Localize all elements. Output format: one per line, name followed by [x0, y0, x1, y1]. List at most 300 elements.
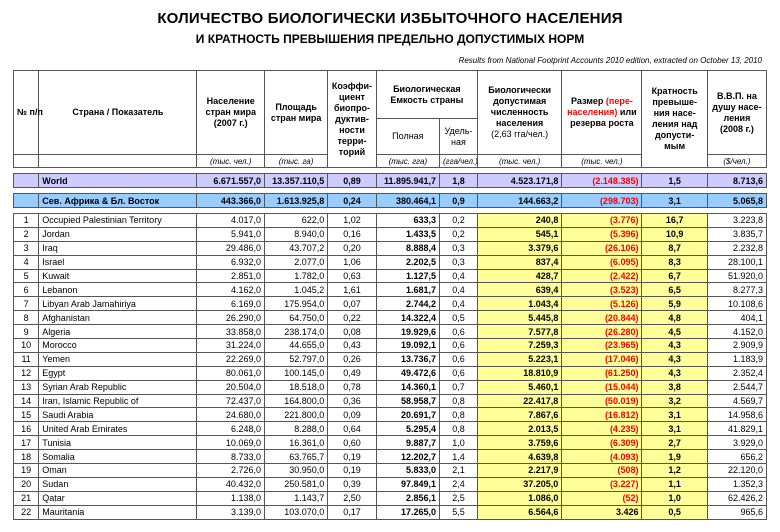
row-size: (5.396): [562, 227, 642, 241]
row-capacity: 9.887,7: [376, 436, 439, 450]
col-header-capacity: Биологическая Емкость страны: [376, 71, 477, 119]
row-allowed: 18.810,9: [477, 366, 561, 380]
row-specific: 0,4: [440, 297, 478, 311]
row-coef: 0,64: [328, 422, 377, 436]
row-num: 7: [14, 297, 39, 311]
row-allowed: 7.577,8: [477, 325, 561, 339]
row-country: Lebanon: [39, 283, 197, 297]
row-country: Mauritania: [39, 505, 197, 519]
row-population: 5.941,0: [197, 227, 264, 241]
row-specific: 0,6: [440, 339, 478, 353]
col-header-allowed: [477, 71, 561, 155]
row-capacity: 1.681,7: [376, 283, 439, 297]
row-size: 3.426: [562, 505, 642, 519]
row-capacity: 14.322,4: [376, 311, 439, 325]
row-num: 4: [14, 255, 39, 269]
table-row: [14, 408, 767, 422]
world-area: 13.357.110,5: [264, 174, 327, 188]
units-num: [14, 155, 39, 168]
table-row: [14, 269, 767, 283]
row-country: Tunisia: [39, 436, 197, 450]
row-coef: 0,08: [328, 325, 377, 339]
row-coef: 0,39: [328, 477, 377, 491]
row-country: Occupied Palestinian Territory: [39, 214, 197, 228]
row-area: 30.950,0: [264, 464, 327, 478]
row-area: 622,0: [264, 214, 327, 228]
row-num: 10: [14, 339, 39, 353]
row-capacity: 49.472,6: [376, 366, 439, 380]
row-capacity: 2.856,1: [376, 491, 439, 505]
row-gdp: 2.909,9: [707, 339, 766, 353]
units-population: (тыс. чел.): [197, 155, 264, 168]
row-allowed: 2.013,5: [477, 422, 561, 436]
row-size: (61.250): [562, 366, 642, 380]
row-coef: 0,17: [328, 505, 377, 519]
units-capacity-specific: (гга/чел.): [440, 155, 478, 168]
row-size: (3.227): [562, 477, 642, 491]
row-gdp: 2.232,8: [707, 241, 766, 255]
row-country: Iran, Islamic Republic of: [39, 394, 197, 408]
col-header-country: Страна / Показатель: [39, 71, 197, 155]
row-num: 11: [14, 352, 39, 366]
row-num: 5: [14, 269, 39, 283]
row-coef: 0,26: [328, 352, 377, 366]
row-allowed: 837,4: [477, 255, 561, 269]
row-country: Afghanistan: [39, 311, 197, 325]
row-area: 8.288,0: [264, 422, 327, 436]
table-row: [14, 422, 767, 436]
row-multiplicity: 1,9: [642, 450, 707, 464]
row-area: 164.800,0: [264, 394, 327, 408]
row-capacity: 2.202,5: [376, 255, 439, 269]
row-num: 1: [14, 214, 39, 228]
row-population: 8.733,0: [197, 450, 264, 464]
table-row: [14, 297, 767, 311]
row-area: 1.782,0: [264, 269, 327, 283]
row-num: 17: [14, 436, 39, 450]
source-note: Results from National Footprint Accounts 2010 edition, extracted on October 13, 2010: [458, 56, 762, 65]
row-country: Saudi Arabia: [39, 408, 197, 422]
row-gdp: 10.108,6: [707, 297, 766, 311]
region-row: [14, 194, 767, 208]
world-size: (2.148.385): [562, 174, 642, 188]
row-gdp: 2.544,7: [707, 380, 766, 394]
row-size: (50.019): [562, 394, 642, 408]
page-title: КОЛИЧЕСТВО БИОЛОГИЧЕСКИ ИЗБЫТОЧНОГО НАСЕЛЕНИЯ: [157, 10, 623, 27]
world-coef: 0,89: [328, 174, 377, 188]
row-gdp: 22.120,0: [707, 464, 766, 478]
col-header-coef: Коэффи-циент биопро-дуктив-ности терри-торий: [328, 71, 377, 168]
row-multiplicity: 3,1: [642, 408, 707, 422]
table-row: [14, 255, 767, 269]
row-multiplicity: 1,1: [642, 477, 707, 491]
row-area: 250.581,0: [264, 477, 327, 491]
row-coef: 0,63: [328, 269, 377, 283]
row-multiplicity: 4,3: [642, 339, 707, 353]
region-name: Сев. Африка & Бл. Восток: [39, 194, 197, 208]
row-coef: 1,02: [328, 214, 377, 228]
row-multiplicity: 3,8: [642, 380, 707, 394]
row-coef: 0,16: [328, 227, 377, 241]
row-allowed: 2.217,9: [477, 464, 561, 478]
units-capacity-full: (тыс. гга): [376, 155, 439, 168]
world-capacity: 11.895.941,7: [376, 174, 439, 188]
row-country: Iraq: [39, 241, 197, 255]
table-row: [14, 436, 767, 450]
row-gdp: 14.958,6: [707, 408, 766, 422]
table-row: [14, 352, 767, 366]
row-country: United Arab Emirates: [39, 422, 197, 436]
units-area: (тыс. га): [264, 155, 327, 168]
row-num: 22: [14, 505, 39, 519]
row-capacity: 17.265,0: [376, 505, 439, 519]
row-num: 21: [14, 491, 39, 505]
row-capacity: 5.295,4: [376, 422, 439, 436]
row-coef: 2,50: [328, 491, 377, 505]
row-allowed: 240,8: [477, 214, 561, 228]
table-row: [14, 311, 767, 325]
row-coef: 0,20: [328, 241, 377, 255]
row-allowed: 7.867,6: [477, 408, 561, 422]
table-row: [14, 450, 767, 464]
row-gdp: 3.929,0: [707, 436, 766, 450]
row-allowed: 1.043,4: [477, 297, 561, 311]
row-area: 64.750,0: [264, 311, 327, 325]
row-multiplicity: 4,3: [642, 366, 707, 380]
row-specific: 0,3: [440, 255, 478, 269]
row-gdp: 3.835,7: [707, 227, 766, 241]
row-capacity: 5.833,0: [376, 464, 439, 478]
row-population: 10.069,0: [197, 436, 264, 450]
table-row: [14, 394, 767, 408]
row-capacity: 633,3: [376, 214, 439, 228]
row-allowed: 22.417,8: [477, 394, 561, 408]
row-country: Israel: [39, 255, 197, 269]
row-multiplicity: 2,7: [642, 436, 707, 450]
row-population: 2.851,0: [197, 269, 264, 283]
table-row: [14, 464, 767, 478]
col-header-size-part1: Размер: [570, 96, 604, 106]
row-multiplicity: 8,3: [642, 255, 707, 269]
row-coef: 0,60: [328, 436, 377, 450]
row-specific: 0,6: [440, 325, 478, 339]
row-population: 40.432,0: [197, 477, 264, 491]
row-size: (508): [562, 464, 642, 478]
row-population: 72.437,0: [197, 394, 264, 408]
row-gdp: 404,1: [707, 311, 766, 325]
row-size: (15.044): [562, 380, 642, 394]
row-area: 2.077,0: [264, 255, 327, 269]
row-country: Algeria: [39, 325, 197, 339]
row-population: 80.061,0: [197, 366, 264, 380]
row-coef: 0,22: [328, 311, 377, 325]
row-specific: 0,6: [440, 352, 478, 366]
row-gdp: 51.920,0: [707, 269, 766, 283]
units-size: (тыс. чел.): [562, 155, 642, 168]
row-country: Somalia: [39, 450, 197, 464]
world-multiplicity: 1,5: [642, 174, 707, 188]
row-num: 2: [14, 227, 39, 241]
row-allowed: 3.759,6: [477, 436, 561, 450]
table-row: [14, 505, 767, 519]
row-size: (26.280): [562, 325, 642, 339]
table-row: [14, 491, 767, 505]
region-size: (298.703): [562, 194, 642, 208]
row-capacity: 20.691,7: [376, 408, 439, 422]
row-allowed: 5.223,1: [477, 352, 561, 366]
row-multiplicity: 3,2: [642, 394, 707, 408]
row-num: 6: [14, 283, 39, 297]
region-coef: 0,24: [328, 194, 377, 208]
row-num: 3: [14, 241, 39, 255]
units-allowed: (тыс. чел.): [477, 155, 561, 168]
row-area: 18.518,0: [264, 380, 327, 394]
table-row: [14, 366, 767, 380]
row-country: Libyan Arab Jamahiriya: [39, 297, 197, 311]
col-header-allowed-label: Биологически допустимая численность населения: [488, 85, 552, 128]
row-num: 15: [14, 408, 39, 422]
row-size: (23.965): [562, 339, 642, 353]
row-specific: 1,4: [440, 450, 478, 464]
table-row: [14, 227, 767, 241]
units-gdp: ($/чел.): [707, 155, 766, 168]
row-size: (6.309): [562, 436, 642, 450]
row-gdp: 1.183,9: [707, 352, 766, 366]
table-row: [14, 283, 767, 297]
row-specific: 0,7: [440, 380, 478, 394]
row-specific: 0,8: [440, 394, 478, 408]
row-allowed: 545,1: [477, 227, 561, 241]
world-gdp: 8.713,6: [707, 174, 766, 188]
row-country: Morocco: [39, 339, 197, 353]
row-specific: 0,8: [440, 408, 478, 422]
row-population: 29.486,0: [197, 241, 264, 255]
row-capacity: 97.849,1: [376, 477, 439, 491]
row-num: 16: [14, 422, 39, 436]
col-header-gdp: В.В.П. на душу насе-ления (2008 г.): [707, 71, 766, 155]
row-gdp: 4.569,7: [707, 394, 766, 408]
table-row: [14, 214, 767, 228]
row-capacity: 19.092,1: [376, 339, 439, 353]
row-area: 175.954,0: [264, 297, 327, 311]
row-area: 1.143,7: [264, 491, 327, 505]
row-capacity: 8.888,4: [376, 241, 439, 255]
row-coef: 0,43: [328, 339, 377, 353]
col-header-allowed-sub: (2,63 гга/чел.): [491, 129, 549, 139]
row-size: (26.106): [562, 241, 642, 255]
row-area: 43.707,2: [264, 241, 327, 255]
row-population: 2.726,0: [197, 464, 264, 478]
row-gdp: 8.277,3: [707, 283, 766, 297]
row-area: 52.797,0: [264, 352, 327, 366]
row-multiplicity: 1,0: [642, 491, 707, 505]
row-gdp: 28.100,1: [707, 255, 766, 269]
row-population: 22.269,0: [197, 352, 264, 366]
region-population: 443.366,0: [197, 194, 264, 208]
row-population: 4.017,0: [197, 214, 264, 228]
row-specific: 5,5: [440, 505, 478, 519]
row-coef: 0,36: [328, 394, 377, 408]
row-area: 221.800,0: [264, 408, 327, 422]
row-allowed: 5.460,1: [477, 380, 561, 394]
row-num: 18: [14, 450, 39, 464]
row-size: (3.523): [562, 283, 642, 297]
row-size: (2.422): [562, 269, 642, 283]
row-country: Sudan: [39, 477, 197, 491]
row-specific: 0,2: [440, 227, 478, 241]
row-gdp: 62.426,2: [707, 491, 766, 505]
row-coef: 1,61: [328, 283, 377, 297]
units-country: [39, 155, 197, 168]
row-specific: 2,4: [440, 477, 478, 491]
row-capacity: 1.127,5: [376, 269, 439, 283]
row-gdp: 2.352,4: [707, 366, 766, 380]
row-population: 4.162,0: [197, 283, 264, 297]
row-multiplicity: 6,7: [642, 269, 707, 283]
row-population: 6.169,0: [197, 297, 264, 311]
row-population: 20.504,0: [197, 380, 264, 394]
row-multiplicity: 4,8: [642, 311, 707, 325]
region-specific: 0,9: [440, 194, 478, 208]
col-header-num: № п/п: [14, 71, 39, 155]
row-population: 33.858,0: [197, 325, 264, 339]
row-capacity: 12.202,7: [376, 450, 439, 464]
row-size: (17.046): [562, 352, 642, 366]
row-size: (4.093): [562, 450, 642, 464]
row-specific: 0,4: [440, 269, 478, 283]
row-capacity: 1.433,5: [376, 227, 439, 241]
row-coef: 0,09: [328, 408, 377, 422]
row-area: 63.765,7: [264, 450, 327, 464]
region-allowed: 144.663,2: [477, 194, 561, 208]
table-row: [14, 325, 767, 339]
row-capacity: 58.958,7: [376, 394, 439, 408]
col-header-area: Площадь стран мира: [264, 71, 327, 155]
row-coef: 0,19: [328, 464, 377, 478]
col-header-size-part3: или резерва роста: [570, 107, 637, 128]
row-country: Jordan: [39, 227, 197, 241]
row-specific: 0,6: [440, 366, 478, 380]
row-capacity: 2.744,2: [376, 297, 439, 311]
row-multiplicity: 16,7: [642, 214, 707, 228]
row-specific: 2,1: [440, 464, 478, 478]
world-allowed: 4.523.171,8: [477, 174, 561, 188]
row-specific: 0,8: [440, 422, 478, 436]
row-country: Yemen: [39, 352, 197, 366]
row-specific: 2,5: [440, 491, 478, 505]
row-multiplicity: 4,5: [642, 325, 707, 339]
row-size: (5.126): [562, 297, 642, 311]
row-coef: 0,78: [328, 380, 377, 394]
row-specific: 0,2: [440, 214, 478, 228]
row-specific: 0,3: [440, 241, 478, 255]
region-gdp: 5.065,8: [707, 194, 766, 208]
table-row: [14, 477, 767, 491]
row-specific: 0,4: [440, 283, 478, 297]
row-country: Egypt: [39, 366, 197, 380]
row-gdp: 3.223,8: [707, 214, 766, 228]
row-num: 8: [14, 311, 39, 325]
row-num: 19: [14, 464, 39, 478]
row-capacity: 14.360,1: [376, 380, 439, 394]
row-allowed: 3.379,6: [477, 241, 561, 255]
row-gdp: 656,2: [707, 450, 766, 464]
world-population: 6.671.557,0: [197, 174, 264, 188]
row-num: 13: [14, 380, 39, 394]
row-multiplicity: 0,5: [642, 505, 707, 519]
region-capacity: 380.464,1: [376, 194, 439, 208]
row-size: (6.095): [562, 255, 642, 269]
row-allowed: 6.564,6: [477, 505, 561, 519]
row-allowed: 428,7: [477, 269, 561, 283]
row-coef: 0,19: [328, 450, 377, 464]
world-name: World: [39, 174, 197, 188]
row-area: 8.940,0: [264, 227, 327, 241]
col-header-population: Население стран мира (2007 г.): [197, 71, 264, 155]
row-allowed: 4.639,8: [477, 450, 561, 464]
row-country: Kuwait: [39, 269, 197, 283]
row-area: 238.174,0: [264, 325, 327, 339]
row-population: 3.139,0: [197, 505, 264, 519]
region-area: 1.613.925,8: [264, 194, 327, 208]
row-num: 14: [14, 394, 39, 408]
row-size: (3.776): [562, 214, 642, 228]
row-allowed: 1.086,0: [477, 491, 561, 505]
row-coef: 0,07: [328, 297, 377, 311]
row-allowed: 639,4: [477, 283, 561, 297]
row-capacity: 13.736,7: [376, 352, 439, 366]
row-multiplicity: 4,3: [642, 352, 707, 366]
row-multiplicity: 6,5: [642, 283, 707, 297]
row-multiplicity: 8,7: [642, 241, 707, 255]
row-population: 31.224,0: [197, 339, 264, 353]
row-size: (16.812): [562, 408, 642, 422]
row-area: 1.045,2: [264, 283, 327, 297]
row-population: 24.680,0: [197, 408, 264, 422]
row-num: 20: [14, 477, 39, 491]
row-coef: 0,49: [328, 366, 377, 380]
row-gdp: 1.352,3: [707, 477, 766, 491]
row-area: 100.145,0: [264, 366, 327, 380]
row-size: (52): [562, 491, 642, 505]
table-row: [14, 241, 767, 255]
page-subtitle: И КРАТНОСТЬ ПРЕВЫШЕНИЯ ПРЕДЕЛЬНО ДОПУСТИМЫХ НОРМ: [195, 32, 585, 46]
row-coef: 1,06: [328, 255, 377, 269]
row-population: 6.248,0: [197, 422, 264, 436]
table-row: [14, 339, 767, 353]
table-row: [14, 380, 767, 394]
row-num: 9: [14, 325, 39, 339]
row-area: 16.361,0: [264, 436, 327, 450]
row-multiplicity: 3,1: [642, 422, 707, 436]
row-allowed: 37.205,0: [477, 477, 561, 491]
world-row: [14, 174, 767, 188]
row-size: (4.235): [562, 422, 642, 436]
row-specific: 0,5: [440, 311, 478, 325]
world-num: [14, 174, 39, 188]
row-num: 12: [14, 366, 39, 380]
region-num: [14, 194, 39, 208]
row-allowed: 5.445,8: [477, 311, 561, 325]
region-multiplicity: 3,1: [642, 194, 707, 208]
row-country: Syrian Arab Republic: [39, 380, 197, 394]
col-header-multiplicity: Кратность превыше-ния насе-ления над допусти-мым: [642, 71, 707, 168]
row-population: 6.932,0: [197, 255, 264, 269]
row-gdp: 4.152,0: [707, 325, 766, 339]
row-gdp: 41.829,1: [707, 422, 766, 436]
row-population: 26.290,0: [197, 311, 264, 325]
row-area: 44.655,0: [264, 339, 327, 353]
